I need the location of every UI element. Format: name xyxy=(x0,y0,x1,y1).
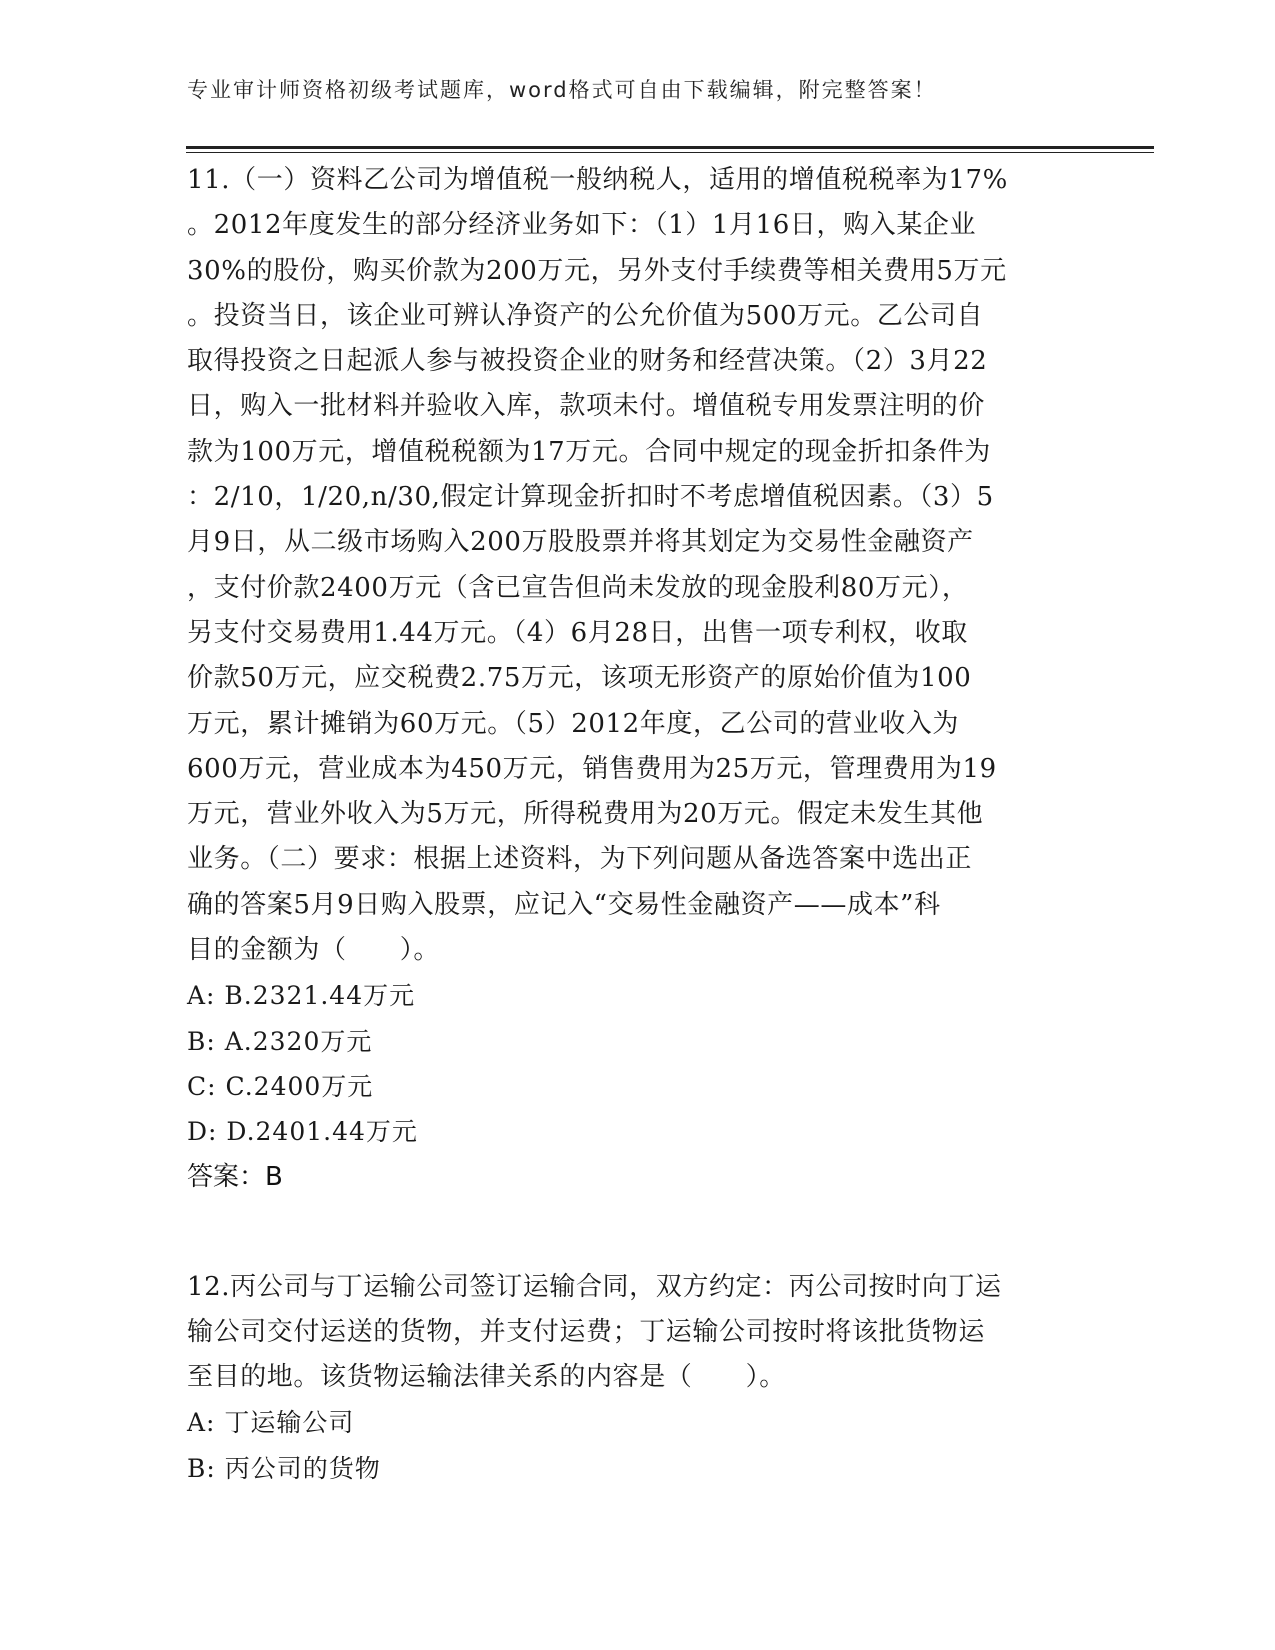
question-text-line: 目的金额为（ ）。 xyxy=(187,935,441,966)
question-spacer xyxy=(187,1200,1087,1265)
question-text-line: 另支付交易费用1.44万元。（4）6月28日，出售一项专利权，收取 xyxy=(187,617,968,648)
question-text-line: 至目的地。该货物运输法律关系的内容是（ ）。 xyxy=(187,1362,786,1393)
question-text-line: 12.丙公司与丁运输公司签订运输合同，双方约定：丙公司按时向丁运 xyxy=(187,1271,1002,1302)
question-text-line: 日，购入一批材料并验收入库，款项未付。增值税专用发票注明的价 xyxy=(187,391,986,422)
question-text-line: 月9日，从二级市场购入200万股股票并将其划定为交易性金融资产 xyxy=(187,527,974,558)
question-list xyxy=(187,158,1087,1491)
question-text-line: ，支付价款2400万元（含已宣告但尚未发放的现金股利80万元）， xyxy=(187,572,969,603)
question-text-line: 11.（一）资料乙公司为增值税一般纳税人，适用的增值税税率为17% xyxy=(187,165,1008,195)
header-rule-thick xyxy=(186,146,1154,149)
question-text-line: 600万元，营业成本为450万元，销售费用为25万元，管理费用为19 xyxy=(187,753,997,784)
answer-label: 答案：B xyxy=(187,1161,283,1192)
option-b: B: 丙公司的货物 xyxy=(187,1453,381,1483)
question-text-line: 万元，累计摊销为60万元。（5）2012年度，乙公司的营业收入为 xyxy=(187,708,959,739)
question-11 xyxy=(187,158,1087,1200)
option-c: C: C.2400万元 xyxy=(187,1071,374,1101)
question-text-line: ：2/10，1/20,n/30,假定计算现金折扣时不考虑增值税因素。（3）5 xyxy=(187,482,994,513)
question-text-line: 款为100万元，增值税税额为17万元。合同中规定的现金折扣条件为 xyxy=(187,436,991,467)
question-text-line: 业务。（二）要求：根据上述资料，为下列问题从备选答案中选出正 xyxy=(187,844,973,875)
question-text-line: 30%的股份，购买价款为200万元，另外支付手续费等相关费用5万元 xyxy=(187,255,1007,286)
option-a: A: B.2321.44万元 xyxy=(187,981,416,1011)
question-text-line: 确的答案5月9日购入股票，应记入“交易性金融资产——成本”科 xyxy=(187,889,941,920)
question-text-line: 取得投资之日起派人参与被投资企业的财务和经营决策。（2）3月22 xyxy=(187,346,988,377)
option-d: D: D.2401.44万元 xyxy=(187,1117,418,1147)
question-text-line: 。2012年度发生的部分经济业务如下：（1）1月16日，购入某企业 xyxy=(187,210,977,241)
option-b: B: A.2320万元 xyxy=(187,1026,373,1056)
option-a: A: 丁运输公司 xyxy=(187,1408,355,1438)
question-text-line: 价款50万元，应交税费2.75万元，该项无形资产的原始价值为100 xyxy=(187,663,972,694)
question-text-line: 。投资当日，该企业可辨认净资产的公允价值为500万元。乙公司自 xyxy=(187,300,984,331)
question-text-line: 万元，营业外收入为5万元，所得税费用为20万元。假定未发生其他 xyxy=(187,799,984,830)
question-text-line: 输公司交付运送的货物，并支付运费；丁运输公司按时将该批货物运 xyxy=(187,1316,986,1347)
header-rule-thin xyxy=(186,152,1154,153)
question-12 xyxy=(187,1265,1087,1491)
page-header: 专业审计师资格初级考试题库，word格式可自由下载编辑，附完整答案！ xyxy=(187,78,937,102)
